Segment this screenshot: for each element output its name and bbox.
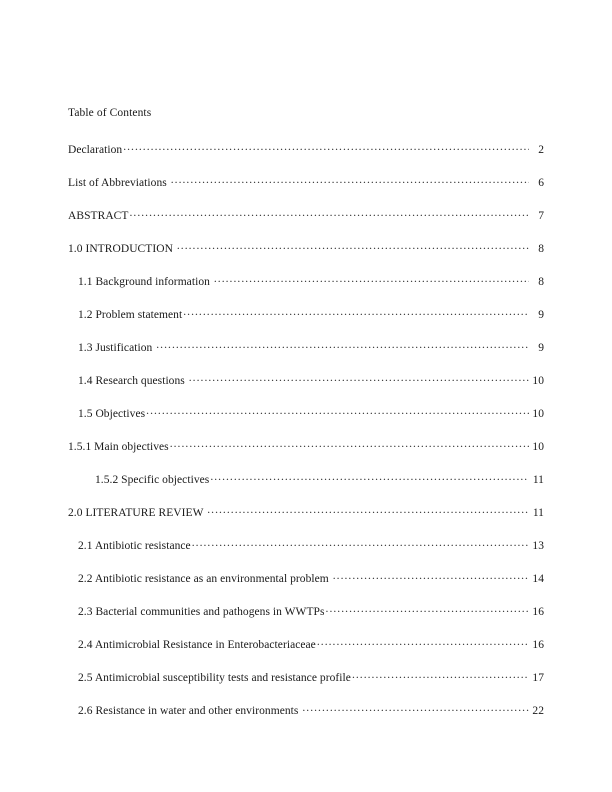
toc-entry[interactable]: [68, 241, 544, 256]
toc-entry[interactable]: [68, 307, 544, 322]
toc-dot-leader: [170, 439, 529, 450]
toc-entry-page-number: 7: [538, 210, 544, 222]
toc-entry[interactable]: [68, 703, 544, 718]
toc-entry-page-number: 8: [538, 276, 544, 288]
toc-entry[interactable]: [68, 142, 544, 157]
toc-entry-page-number: 11: [532, 507, 544, 519]
toc-entry-page-number: 6: [538, 177, 544, 189]
toc-dot-leader: [214, 274, 529, 285]
toc-entry[interactable]: [68, 571, 544, 586]
toc-entry-page-number: 10: [532, 375, 544, 387]
toc-dot-leader: [302, 703, 529, 714]
toc-entry-title: List of Abbreviations: [68, 177, 170, 189]
toc-entry-page-number: 9: [538, 309, 544, 321]
toc-entry-page-number: 10: [532, 408, 544, 420]
toc-entry-title: 1.5.1 Main objectives: [68, 441, 169, 453]
toc-entry[interactable]: [68, 373, 544, 388]
toc-entry-page-number: 16: [532, 606, 544, 618]
toc-entry-title: ABSTRACT: [68, 210, 129, 222]
toc-dot-leader: [129, 208, 529, 219]
toc-entry-page-number: 13: [532, 540, 544, 552]
table-of-contents: [68, 106, 544, 718]
toc-entry[interactable]: [68, 604, 544, 619]
toc-entry[interactable]: [68, 505, 544, 520]
toc-entry-list: [68, 142, 544, 718]
toc-entry-page-number: 17: [532, 672, 544, 684]
toc-entry-page-number: 16: [532, 639, 544, 651]
page-title: Table of Contents: [68, 107, 152, 119]
toc-entry-title: 1.1 Background information: [78, 276, 213, 288]
toc-entry[interactable]: [68, 637, 544, 652]
toc-entry[interactable]: [68, 538, 544, 553]
toc-entry-page-number: 10: [532, 441, 544, 453]
toc-dot-leader: [146, 406, 529, 417]
toc-entry-page-number: 8: [538, 243, 544, 255]
toc-entry-title: 1.5.2 Specific objectives: [95, 474, 210, 486]
toc-dot-leader: [171, 175, 529, 186]
toc-entry-title: 1.3 Justification: [78, 342, 156, 354]
toc-entry-title: 1.2 Problem statement: [78, 309, 183, 321]
toc-entry-title: 1.4 Research questions: [78, 375, 188, 387]
toc-entry[interactable]: [68, 472, 544, 487]
toc-entry[interactable]: [68, 208, 544, 223]
toc-entry-page-number: 9: [538, 342, 544, 354]
toc-dot-leader: [207, 505, 529, 516]
toc-entry-title: 2.1 Antibiotic resistance: [78, 540, 191, 552]
toc-entry[interactable]: [68, 175, 544, 190]
toc-entry-page-number: 14: [532, 573, 544, 585]
toc-entry[interactable]: [68, 670, 544, 685]
toc-dot-leader: [177, 241, 529, 252]
toc-entry-page-number: 2: [538, 144, 544, 156]
toc-dot-leader: [123, 142, 529, 153]
toc-dot-leader: [189, 373, 529, 384]
toc-entry[interactable]: [68, 406, 544, 421]
toc-dot-leader: [210, 472, 529, 483]
toc-entry-title: 2.5 Antimicrobial susceptibility tests and resistance profile: [78, 672, 351, 684]
toc-dot-leader: [333, 571, 529, 582]
toc-entry-title: 2.2 Antibiotic resistance as an environmental problem: [78, 573, 332, 585]
toc-entry[interactable]: [68, 274, 544, 289]
toc-dot-leader: [352, 670, 529, 681]
toc-entry[interactable]: [68, 439, 544, 454]
toc-entry-title: 2.3 Bacterial communities and pathogens in WWTPs: [78, 606, 325, 618]
toc-entry[interactable]: [68, 340, 544, 355]
toc-entry-title: 2.6 Resistance in water and other environments: [78, 705, 302, 717]
toc-entry-page-number: 22: [532, 705, 544, 717]
toc-entry-title: 2.4 Antimicrobial Resistance in Enterobacteriaceae: [78, 639, 316, 651]
toc-entry-title: 1.0 INTRODUCTION: [68, 243, 176, 255]
toc-entry-title: 1.5 Objectives: [78, 408, 146, 420]
toc-dot-leader: [192, 538, 529, 549]
toc-dot-leader: [156, 340, 529, 351]
toc-dot-leader: [317, 637, 529, 648]
toc-entry-title: 2.0 LITERATURE REVIEW: [68, 507, 207, 519]
toc-dot-leader: [183, 307, 529, 318]
toc-dot-leader: [326, 604, 529, 615]
toc-entry-page-number: 11: [532, 474, 544, 486]
toc-entry-title: Declaration: [68, 144, 123, 156]
